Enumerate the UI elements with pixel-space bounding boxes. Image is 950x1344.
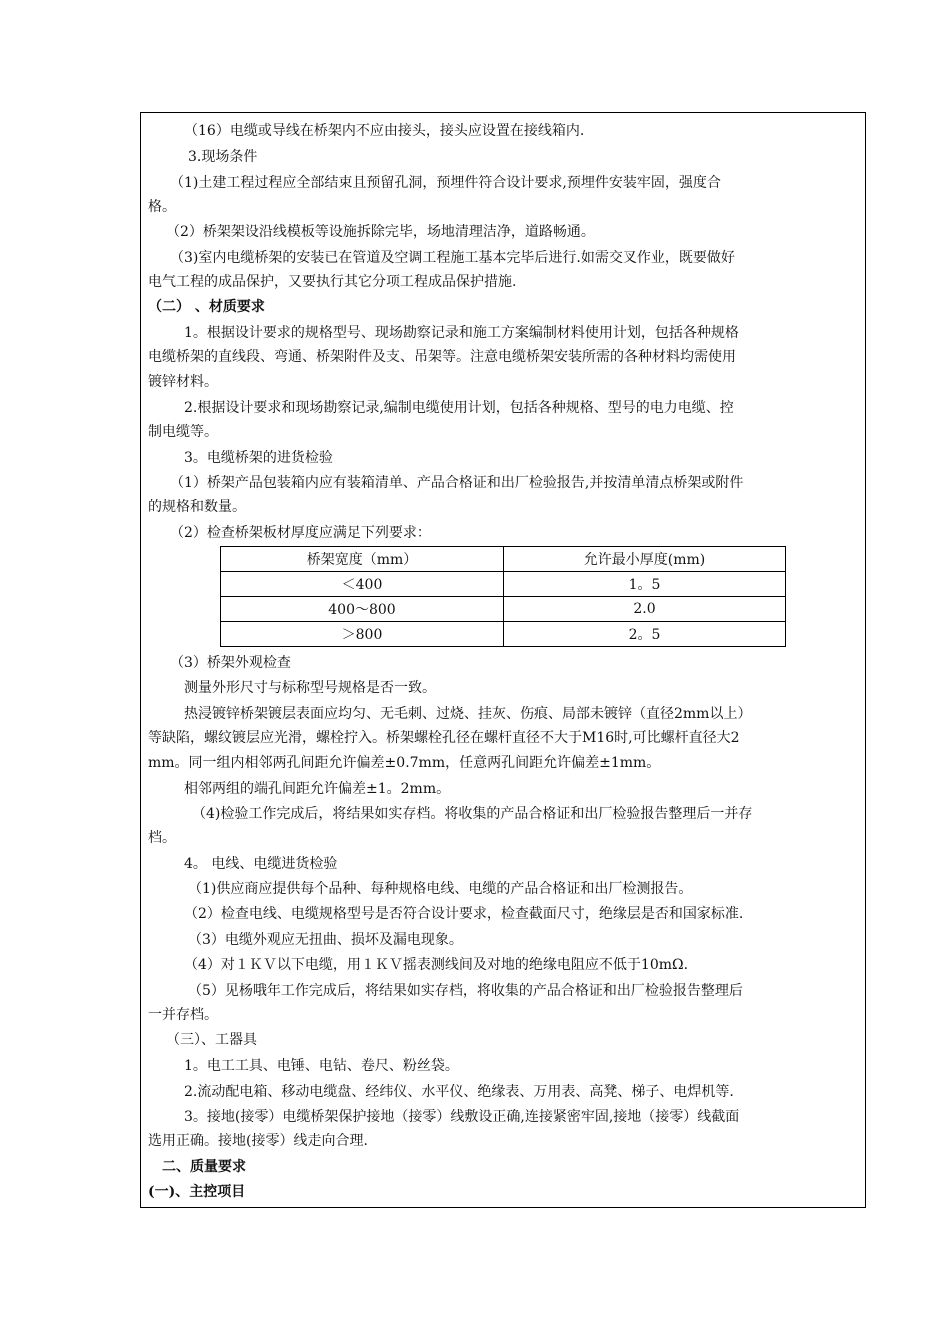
- text-line: 档。: [148, 830, 176, 846]
- text-line: 4。 电线、电缆进货检验: [184, 856, 338, 872]
- text-line: 相邻两组的端孔间距允许偏差±1。2mm。: [184, 781, 451, 797]
- text-line: 1。电工工具、电锤、电钻、卷尺、粉丝袋。: [184, 1058, 459, 1074]
- cell-thickness: 1。5: [504, 572, 786, 597]
- text-line: 3。接地(接零）电缆桥架保护接地（接零）线敷设正确,连接紧密牢固,接地（接零）线截面: [184, 1109, 740, 1125]
- table-row: [221, 622, 786, 647]
- text-line: 等缺陷，螺纹镀层应光滑，螺栓拧入。桥架螺栓孔径在螺杆直径不大于M16时,可比螺杆直径大2: [148, 730, 740, 746]
- text-line: （3）桥架外观检查: [170, 655, 291, 671]
- cell-width: ＞800: [221, 622, 504, 647]
- cell-width: 400～800: [221, 597, 504, 622]
- text-line: mm。同一组内相邻两孔间距允许偏差±0.7mm，任意两孔间距允许偏差±1mm。: [148, 755, 661, 771]
- cell-thickness: 2。5: [504, 622, 786, 647]
- text-line: 3。电缆桥架的进货检验: [184, 450, 333, 466]
- text-line: （16）电缆或导线在桥架内不应由接头，接头应设置在接线箱内.: [184, 123, 585, 139]
- cell-thickness: 2.0: [504, 597, 786, 622]
- text-line: 制电缆等。: [148, 424, 218, 440]
- text-line: （4)检验工作完成后，将结果如实存档。将收集的产品合格证和出厂检验报告整理后一并存: [192, 806, 753, 822]
- text-line: 镀锌材料。: [148, 374, 218, 390]
- text-line: （1）桥架产品包装箱内应有装箱清单、产品合格证和出厂检验报告,并按清单清点桥架或附件: [170, 475, 744, 491]
- table-header-row: [221, 547, 786, 572]
- text-line: 一并存档。: [148, 1007, 218, 1023]
- table-row: [221, 597, 786, 622]
- text-line: 3.现场条件: [188, 149, 258, 165]
- text-line: 的规格和数量。: [148, 499, 246, 515]
- text-line: 选用正确。接地(接零）线走向合理.: [148, 1133, 368, 1149]
- text-line: 1。根据设计要求的规格型号、现场勘察记录和施工方案编制材料使用计划，包括各种规格: [184, 325, 739, 341]
- text-line: 2.流动配电箱、移动电缆盘、经纬仪、水平仪、绝缘表、万用表、高凳、梯子、电焊机等.: [184, 1084, 734, 1100]
- thickness-table: [220, 546, 786, 647]
- text-line: 格。: [148, 199, 176, 215]
- text-line: （2）检查电线、电缆规格型号是否符合设计要求，检查截面尺寸，绝缘层是否和国家标准.: [184, 906, 744, 922]
- col-header-width: 桥架宽度（mm）: [221, 547, 504, 572]
- text-line: 测量外形尺寸与标称型号规格是否一致。: [184, 680, 436, 696]
- text-line: （二） 、材质要求: [148, 299, 265, 315]
- text-line: 2.根据设计要求和现场勘察记录,编制电缆使用计划，包括各种规格、型号的电力电缆、控: [184, 400, 734, 416]
- table-row: [221, 572, 786, 597]
- text-line: 电缆桥架的直线段、弯通、桥架附件及支、吊架等。注意电缆桥架安装所需的各种材料均需使用: [148, 349, 736, 365]
- text-line: 热浸镀锌桥架镀层表面应均匀、无毛刺、过烧、挂灰、伤痕、局部未镀锌（直径2mm以上）: [184, 706, 752, 722]
- cell-width: ＜400: [221, 572, 504, 597]
- text-line: （4）对１ＫＶ以下电缆，用１ＫＶ摇表测线间及对地的绝缘电阻应不低于10mΩ.: [184, 957, 689, 973]
- text-line: （1)供应商应提供每个品种、每种规格电线、电缆的产品合格证和出厂检测报告。: [188, 881, 693, 897]
- text-line: 二、质量要求: [162, 1159, 246, 1175]
- text-line: （5）见杨哦年工作完成后，将结果如实存档，将收集的产品合格证和出厂检验报告整理后: [188, 983, 743, 999]
- text-line: (一)、主控项目: [148, 1184, 246, 1200]
- text-line: （3)室内电缆桥架的安装已在管道及空调工程施工基本完毕后进行.如需交叉作业，既要做好: [170, 250, 735, 266]
- text-line: （3）电缆外观应无扭曲、损坏及漏电现象。: [188, 932, 463, 948]
- col-header-thickness: 允许最小厚度(mm): [504, 547, 786, 572]
- text-line: （三）、工器具: [166, 1032, 257, 1048]
- text-line: （1)土建工程过程应全部结束且预留孔洞，预埋件符合设计要求,预埋件安装牢固，强度合: [170, 175, 721, 191]
- text-line: （2）桥架架设沿线模板等设施拆除完毕，场地清理洁净，道路畅通。: [166, 224, 595, 240]
- text-line: （2）检查桥架板材厚度应满足下列要求：: [170, 525, 431, 541]
- text-line: 电气工程的成品保护，又要执行其它分项工程成品保护措施.: [148, 274, 517, 290]
